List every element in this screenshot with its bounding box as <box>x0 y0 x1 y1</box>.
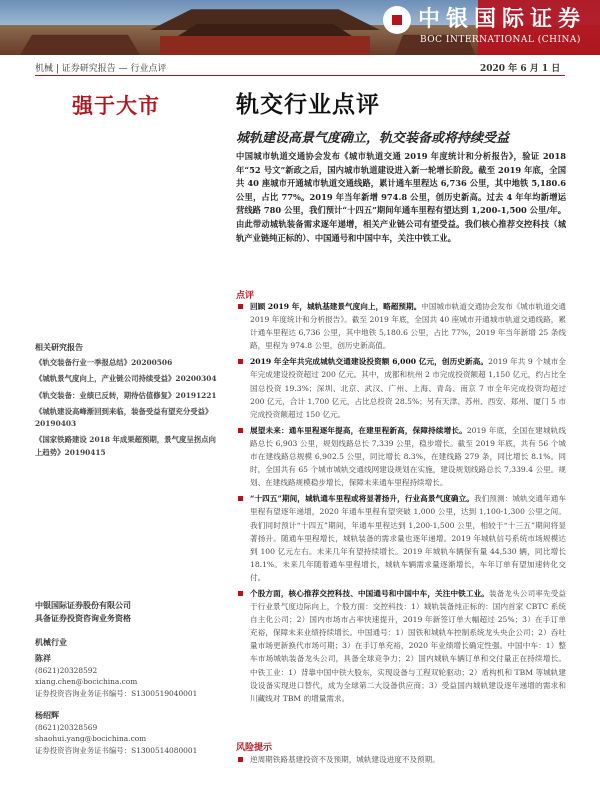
analyst-phone: (8621)20328592 <box>35 665 98 675</box>
list-item <box>236 355 566 420</box>
related-reports-list <box>35 357 220 463</box>
bullet-icon <box>238 591 243 596</box>
rating-label: 强于大市 <box>72 93 160 118</box>
point-lead: “十四五”期间，城轨通车里程或将显著扬升，行业高景气度确立。 <box>250 494 474 504</box>
bullet-icon <box>238 757 243 762</box>
bullet-icon <box>238 428 243 433</box>
related-report-item: 《轨交装备行业一季报总结》20200506 <box>35 358 173 367</box>
bullet-icon <box>238 304 243 309</box>
point-lead: 回顾 2019 年，城轨基建景气度向上，略超预期。 <box>250 302 422 311</box>
report-category: 机械 | 证券研究报告 — 行业点评 <box>35 64 167 74</box>
related-report-item: 《国家铁路建设 2018 年成果超预期，景气度呈拐点向上趋势》20190415 <box>35 435 216 457</box>
analyst-name: 陈祥 <box>35 653 51 663</box>
analyst-card <box>35 710 225 756</box>
point-lead: 展望未来：通车里程逐年提高，在建里程新高，保障持续增长。 <box>250 425 467 435</box>
report-date: 2020 年 6 月 1 日 <box>480 64 561 74</box>
palace-image <box>20 26 140 55</box>
point-body: 中国城市轨道交通协会发布《城市轨道交通 2019 年度统计和分析报告》。截至 2019 年底，全国共 40 座城市开通城市轨道交通线路，累计通车里程达 6,736 公里，其中地铁 5,180.6 公里，占比 77%，2019 年当年新增 25 条线路，里程为 974.8 公里，创历史新高值。 <box>250 302 566 351</box>
related-report-item: 《轨交装备：业绩已反转，期待估值修复》20191221 <box>35 390 217 400</box>
analyst-phone: (8621)20328569 <box>35 722 98 732</box>
point-lead: 个股方面，核心推荐交控科技、中国通号和中国中车，关注中铁工业。 <box>250 588 490 598</box>
company-info <box>35 599 215 625</box>
analyst-name: 杨绍辉 <box>35 710 59 720</box>
point-body: 我们预测：城轨交通年通车里程有望逐年递增，2020 年通车里程有望突破 1,000 公里，达到 1,100-1,300 公里之间。我们同时预计“十四五”期间，年通车里程达到 1,200-1,500 公里，相较于“十三五”期间将显著扬升。随通车里程增长，城轨装备的需求量也逐年递增。2019 年城轨信号系统市场规模达到 100 亿元左右。未来几年有望持续增长。2019 年城轨车辆保有量 44,530 辆，同比增长 18.1%。未来几年随着通车里程增长，城轨车辆需求量逐渐增长，车年订单有望加速转化交付。 <box>250 494 567 582</box>
list-item <box>236 424 566 489</box>
page-title: 轨交行业点评 <box>236 91 380 118</box>
company-qualification: 具备证券投资咨询业务资格 <box>35 613 131 623</box>
brand-name-en: BOC INTERNATIONAL (CHINA) <box>420 35 581 45</box>
risk-heading: 风险提示 <box>236 743 273 753</box>
palace-image <box>160 36 370 55</box>
point-body: 2019 年共 9 个城市全年完成建设投资超过 200 亿元。其中，成都和杭州 2 市完成投资额超 1,150 亿元，约占比全国总投资 19.3%；深圳、北京、武汉、广州、上海、青岛、南京 7 市全年完成投资均超过 200 亿元，合计 1,700 亿元，占比总投资 28.5%；另有天津、苏州、西安、郑州、厦门 5 市完成投资额超过 150 亿元。 <box>250 357 567 419</box>
company-name: 中银国际证券股份有限公司 <box>35 600 131 610</box>
bullet-icon <box>238 496 243 501</box>
related-report-item: 《城轨建设高峰渐回到来临，装备受益有望充分受益》20190403 <box>35 406 213 429</box>
analyst-cert: 证券投资咨询业务证书编号：S1300514080001 <box>35 745 198 755</box>
related-report-item: 《城轨景气度向上，产业链公司持续受益》20200304 <box>35 374 217 384</box>
header-banner <box>0 0 600 55</box>
point-body: 装备龙头公司率先受益于行业景气度边际向上，个股方面：交控科技：1）城轨装备纯正标的：国内首家 CBTC 系统自主化公司；2）国内市场市占率快速提升，2019 年新签订单大幅超过 25%；3）在手订单充裕，保障未来业绩持续增长。中国通号：1）国铁和城轨车控制系统龙头央企公司；2）吞吐量市场更新换代市场可期；3）在手订单充裕，2020 年业绩增长确定性强。中国中车：1）整车市场城轨装备龙头公司，具备全球竞争力；2）国内城轨车辆订单和交付量正在持续增长。中铁工业：1）背靠中国中铁大股东，实现设备与工程双轮驱动；2）盾构机和 TBM 等城轨建设设备实现进口替代，成为全球第二大设备供应商；3）受益国内城轨建设逐年递增的需求和川藏线对 TBM 的增量需求。 <box>250 588 566 703</box>
brand-name-cn: 中银国际证券 <box>418 7 587 32</box>
risk-body: 逆周期铁路基建投资不及预期，城轨建设进度不及预期。 <box>250 755 440 764</box>
point-lead: 2019 年全年共完成城轨交通建设投资额 6,000 亿元，创历史新高。 <box>250 357 489 367</box>
list-item <box>236 492 566 584</box>
analyst-email[interactable]: shaohui.yang@bocichina.com <box>35 734 147 743</box>
boc-logo-icon <box>383 6 411 34</box>
analyst-email[interactable]: xiang.chen@bocichina.com <box>35 677 138 686</box>
page-subtitle: 城轨建设高景气度确立，轨交装备或将持续受益 <box>236 131 510 146</box>
analyst-cert: 证券投资咨询业务证书编号：S1300519040001 <box>35 688 198 698</box>
risk-text <box>236 753 566 766</box>
summary-paragraph: 中国城市轨道交通协会发布《城市轨道交通 2019 年度统计和分析报告》，验证 2018 年“52 号文”新政之后，国内城市轨道建设进入新一轮增长阶段。截至 2019 年底，全国共 40 座城市开通城市轨道交通线路，累计通车里程达 6,736 公里，其中地铁 5,180.6 公里，占比 77%。2019 年当年新增 974.8 公里，创历史新高。过去 4 年年均新增运营线路 780 公里，我们预计“十四五”期间年通车里程有望达到 1,200-1,500 公里/年。由此带动城轨装备需求逐年递增，相关产业链公司有望受益。我们核心推荐交控科技（城轨产业链纯正标的）、中国通号和中国中车，关注中铁工业。 <box>236 151 566 243</box>
points-list <box>236 300 566 708</box>
bullet-icon <box>238 359 243 364</box>
point-body: 2019 年底，全国在建城轨线路总长 6,903 公里，规划线路总长 7,339 公里，稳步增长。截至 2019 年底，共有 56 个城市在建线路总规模 6,902.5 公里，同比增长 8.3%，在建线路 279 条，同比增长 8.1%。同时，全国共有 65 个城市城轨交通线网建设规划在实施，建设规划线路总长 7,339.4 公里。规划、在建线路规模稳步增长，保障未来通车里程持续增长。 <box>250 425 566 488</box>
section-heading: 点评 <box>236 291 255 301</box>
analyst-card <box>35 653 225 699</box>
header-divider <box>35 75 565 76</box>
analyst-group-label: 机械行业 <box>35 637 67 647</box>
list-item <box>236 587 566 705</box>
related-reports-heading: 相关研究报告 <box>35 342 83 352</box>
list-item <box>236 300 566 352</box>
